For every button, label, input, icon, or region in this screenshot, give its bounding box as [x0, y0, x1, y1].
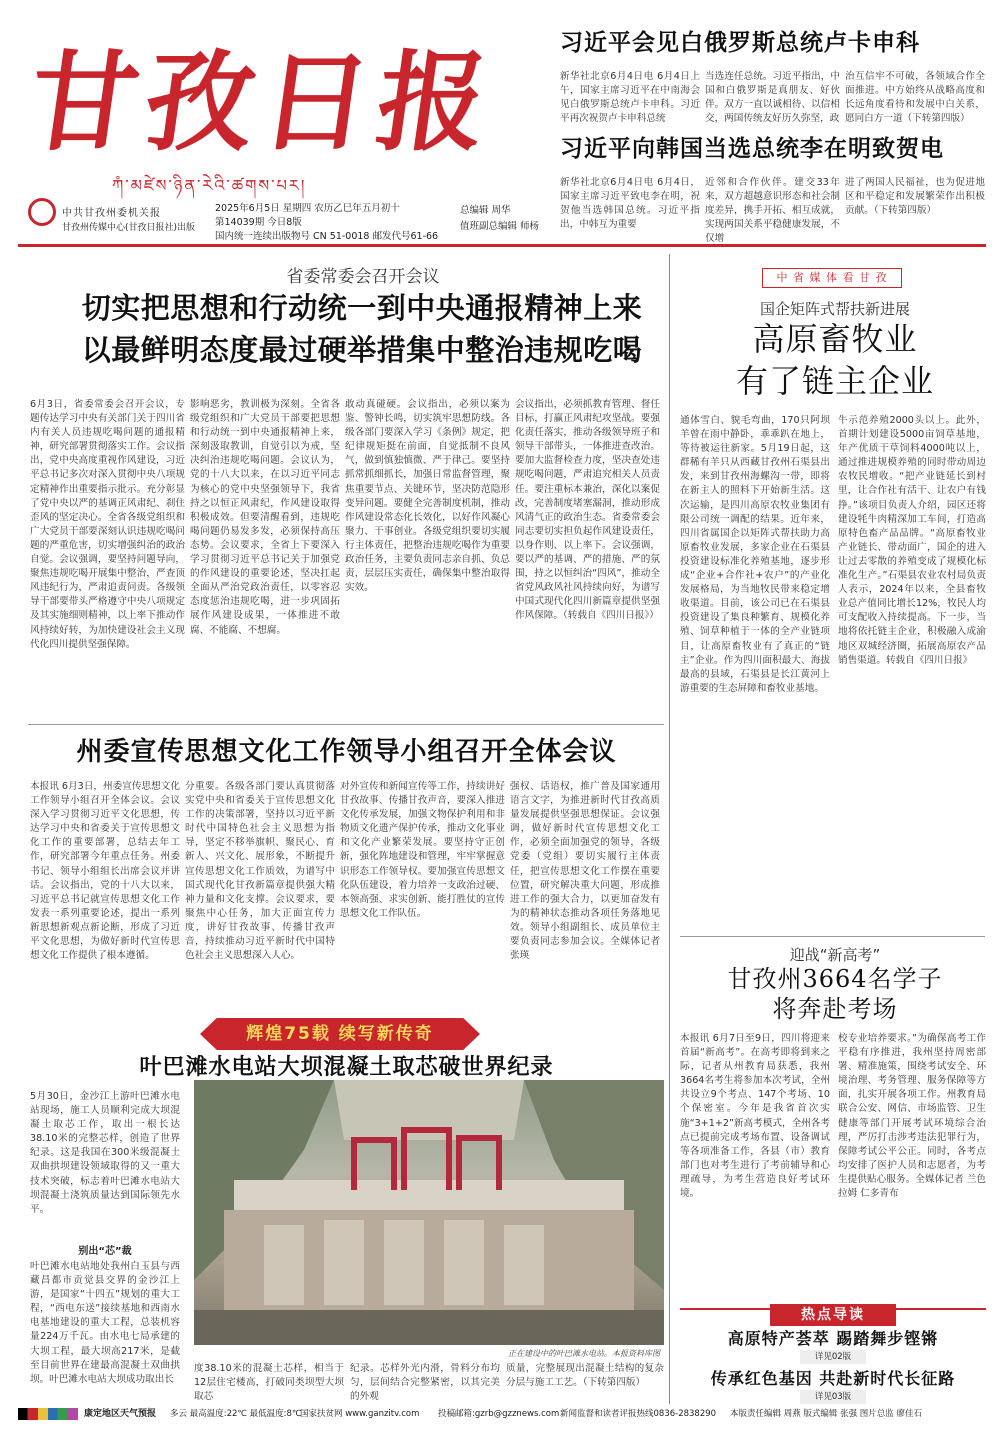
hot-guide-label: 热点导读: [770, 1304, 896, 1326]
hot-guide-page-2[interactable]: 详见03版: [800, 1390, 866, 1404]
footer-colorbar: [18, 1408, 78, 1420]
duty-editor: 值班副总编辑 师杨: [460, 221, 540, 232]
exam-col-2: 校专业培养要求。”为确保高考工作平稳有序推进，我州坚持周密部署、精准施策，围绕考试安全、环境治理、考务管理、服务保障等方面，扎实开展各项工作。州教育局联合公安、网信、市场监管、卫生健康等部门开展考试环境综合治理，严厉打击涉考违法犯罪行为，保障考试公平公正。同时，各考点均安排了医护人员和志愿者，为考生提供贴心服务。全媒体记者 兰色拉姆 仁多青布: [838, 1033, 986, 1200]
column-divider: [669, 254, 670, 1404]
top-news-1-col-1: 新华社北京6月4日电 6月4日上午，国家主席习近平在中南海会见白俄罗斯总统卢卡申科。习近平再次祝贺卢卡申科总统: [560, 71, 700, 125]
publicity-col-4: 强权、话语权，推广普及国家通用语言文字，为推进新时代甘孜高质量发展提供坚强思想保证。会议强调，做好新时代宣传思想文化工作，必须全面加强党的领导，各级党委（党组）要切实履行主体责任，把宣传思想文化工作摆在重要位置，研究解决重大问题，形成推进工作的强大合力，以更加奋发有为的精神状态推动各项任务落地见效。领导小组副组长、成员单位主要负责同志参加会议。全媒体记者 张瑛: [510, 781, 660, 962]
exam-col-1: 本报讯 6月7日至9日，四川将迎来首届“新高考”。在高考即将到来之际，记者从州教育局获悉，我州3664名考生将参加本次考试，全州共设立9个考点、147个考场、10个保密室。今年是我省首次实施“3+1+2”新高考模式，全州各考点已提前完成考场布置、设备调试等各项准备工作，各县（市）教育部门也对考生进行了考前辅导和心理疏导，为考生营造良好考试环境。: [680, 1033, 830, 1200]
feature-intro: 5月30日，金沙江上游叶巴滩水电站现场，施工人员顺利完成大坝混凝土取芯工作，取出一根长达38.10米的完整芯样，创造了世界纪录。这是我国在300米级混凝土双曲拱坝建设领域取得的又一重大技术突破，标志着叶巴滩水电站大坝混凝土浇筑质量达到国际领先水平。: [30, 1091, 180, 1215]
publicity-col-1: 本报讯 6月3日，州委宣传思想文化工作领导小组召开全体会议。会议深入学习贯彻习近平文化思想，传达学习中央和省委关于宣传思想文化工作的重要部署，总结去年工作，研究部署今年重点任务。州委书记、领导小组组长出席会议并讲话。会议指出，党的十八大以来，习近平总书记就宣传思想文化工作发表一系列重要论述，提出一系列新思想新观点新论断，形成了习近平文化思想，为做好新时代宣传思想文化工作提供了根本遵循。: [30, 781, 180, 962]
photo-caption: 正在建设中的叶巴滩水电站。本报资料库图: [508, 1349, 660, 1358]
lead-kicker: 省委常委会召开会议: [286, 267, 440, 287]
masthead-divider: [18, 244, 986, 247]
lead-col-2: 影响恶劣，教训极为深刻。全省各级党组织和广大党员干部要把思想和行动统一到中央通报精神上来，深刻汲取教训，自觉引以为戒，坚决纠治违规吃喝问题。会议认为，党的十八大以来，在以习近平同志为核心的党中央坚强领导下，我省持之以恒正风肃纪，作风建设取得积极成效。但要清醒看到，违规吃喝问题仍易发多发，必须保持高压态势。会议要求，全省上下要深入学习贯彻习近平总书记关于加强党的作风建设的重要论述，坚决扛起全面从严治党政治责任，以零容忍态度惩治违规吃喝，进一步巩固拓展作风建设成果，一体推进不敢腐、不能腐、不想腐。: [190, 399, 340, 636]
lead-col-4: 会议指出，必须抓教育管理、督任目标，打赢正风肃纪攻坚战。要强化责任落实，推动各级领导班子和领导干部带头，一体推进查改治。要加大监督检查力度，坚决查处违规吃喝问题，严肃追究相关人员责任。要注重标本兼治，深化以案促改，完善制度堵塞漏洞，推动形成风清气正的政治生态。省委常委会同志要切实担负起作风建设责任，以身作则、以上率下。会议强调，要以严的基调、严的措施、严的氛围，持之以恒纠治“四风”，推动全省党风政风社风持续向好，为谱写中国式现代化四川新篇章提供坚强作风保障。（转载自《四川日报》）: [515, 399, 660, 622]
date-line: 2025年6月5日 星期四 农历乙巳年五月初十: [215, 203, 400, 214]
lead-headline-2: 以最鲜明态度最过硬举措集中整治违规吃喝: [81, 333, 643, 367]
top-news-headline-1: 习近平会见白俄罗斯总统卢卡申科: [560, 30, 920, 56]
hot-guide-page-1[interactable]: 详见02版: [800, 1350, 866, 1364]
feature-bottom-col-1: 度38.10米的混凝土芯样，相当于12层住宅楼高，打破同类坝型大坝取芯: [194, 1363, 344, 1403]
dam-photo: [194, 1080, 664, 1345]
top-news-2-col-1: 新华社北京6月4日电 6月4日，国家主席习近平致电李在明，祝贺他当选韩国总统。习近平指出，中韩互为重要: [560, 177, 700, 231]
right-headline-1: 高原畜牧业: [752, 320, 918, 358]
right-col-2: 牛示范养殖2000头以上。此外，首期计划建设5000亩饲草基地，年产优质干草饲料4000吨以上，通过推进规模养殖的同时带动周边农牧民增收。“把产业链延长到村里，让合作社有活干、让农户有钱挣。”该项目负责人介绍，园区还将建设牦牛肉精深加工车间，打造高原特色畜产品品牌。“高原畜牧业产业链长、带动面广，国企的进入让过去零散的养殖变成了规模化标准化生产。”石渠县农业农村局负责人表示，2024年以来，全县畜牧业总产值同比增长12%，牧民人均可支配收入持续提高。下一步，当地将依托链主企业，积极融入成渝地区双城经济圈，拓展高原农产品销售渠道。转载自《四川日报》: [838, 415, 986, 666]
publicity-col-2: 分重要。各级各部门要认真贯彻落实党中央和省委关于宣传思想文化工作的决策部署，坚持以习近平新时代中国特色社会主义思想为指导，坚定不移举旗帜、聚民心、育新人、兴文化、展形象，不断提升宣传思想文化工作质效，为谱写中国式现代化甘孜新篇章提供强大精神力量和文化支撑。会议要求，要聚焦中心任务，加大正面宣传力度，讲好甘孜故事、传播甘孜声音，持续推动习近平新时代中国特色社会主义思想深入人心。: [185, 781, 335, 962]
feature-headline: 叶巴滩水电站大坝混凝土取芯破世界纪录: [139, 1055, 554, 1080]
footer-editors: 本版责任编辑 周燕 版式编辑 张强 图片总监 廖佳石: [730, 1409, 923, 1419]
footer-email[interactable]: 投稿邮箱:gzrb@gzznews.com: [438, 1409, 560, 1419]
feature-body: 叶巴滩水电站地处我州白玉县与西藏昌都市贡觉县交界的金沙江上游，是国家“十四五”规划的重大工程，“西电东送”接续基地和西南水电基地建设的重大工程，总装机容量224万千瓦。由水电七局承建的大坝工程，最大坝高217米，是截至目前世界在建最高混凝土双曲拱坝。叶巴滩水电站大坝成功取出长: [30, 1261, 180, 1385]
dam-photo-illustration: [194, 1080, 664, 1345]
feature-subhead: 别出“芯”裁: [78, 1246, 132, 1257]
publisher-line-1: 中共甘孜州委机关报: [62, 208, 161, 219]
section-rule: [28, 724, 664, 725]
top-news-2-col-3: 进了两国人民福祉，也为促进地区和平稳定和发展繁荣作出积极贡献。（下转第四版）: [845, 177, 985, 217]
top-news-1-col-2: 当选连任总统。习近平指出，中国和白俄罗斯是真朋友、好伙伴。双方一直以诚相待、以信相交，两国传统友好历久弥坚，政: [705, 71, 840, 125]
footer-website[interactable]: 国家扶贫网 www.ganzitv.com: [300, 1409, 420, 1419]
publicity-headline: 州委宣传思想文化工作领导小组召开全体会议: [76, 737, 617, 767]
footer-weather: 多云 最高温度:22℃ 最低温度:8℃: [170, 1409, 302, 1419]
feature-bottom-col-2: 纪录。芯样外光内滑，骨料分布均匀，层间结合完整紧密，以其完美的外观: [350, 1363, 500, 1403]
registration-line: 国内统一连续出版物号 CN 51-0018 邮发代号61-66: [215, 231, 439, 242]
publicity-col-3: 对外宣传和新闻宣传等工作，持续讲好甘孜故事、传播甘孜声音，要深入推进文化传承发展，加强文物保护利用和非物质文化遗产保护传承，推动文化事业和文化产业繁荣发展。要坚持守正创新，强化阵地建设和管理，牢牢掌握意识形态工作领导权。要加强宣传思想文化队伍建设，着力培养一支政治过硬、本领高强、求实创新、能打胜仗的宣传思想文化工作队伍。: [340, 781, 505, 919]
right-headline-2: 有了链主企业: [735, 362, 934, 400]
hot-guide-item-2[interactable]: 传承红色基因 共赴新时代长征路: [710, 1369, 956, 1388]
issue-line: 第14039期 今日8版: [215, 217, 302, 228]
section-tag: 中 省 媒 体 看 甘 孜: [762, 268, 902, 288]
lead-col-3: 敢动真碰硬。会议指出，必须以案为鉴、警钟长鸣，切实筑牢思想防线。各级各部门要深入学习《条例》规定，把纪律规矩挺在前面，自觉抵制不良风气，做到慎独慎微、严于律己。要坚持抓常抓细抓长，加强日常监督管理，聚焦重要节点、关键环节，坚决防范隐形变异问题。要健全完善制度机制，推动作风建设常态化长效化，以好作风凝心聚力、干事创业。各级党组织要切实履行主体责任，把整治违规吃喝作为重要政治任务，主要负责同志亲自抓、负总责，层层压实责任，确保集中整治取得实效。: [345, 399, 510, 594]
hot-guide-item-1[interactable]: 高原特产荟萃 踢踏舞步铿锵: [727, 1329, 939, 1348]
exam-headline-2: 将奔赴考场: [772, 995, 898, 1023]
lead-col-1: 6月3日，省委常委会召开会议，专题传达学习中央有关部门关于四川省内有关人员违规吃喝问题的通报精神，研究部署贯彻落实工作。会议指出，党中央高度重视作风建设，习近平总书记多次对深入贯彻中央八项规定精神作出重要指示批示。充分彰显了党中央以严的基调正风肃纪、刹住歪风的坚定决心。全省各级党组织和广大党员干部要深刻认识违规吃喝问题的严重危害，切实增强纠治的政治自觉。会议强调，要坚持问题导向，聚焦违规吃喝开展集中整治，严查顶风违纪行为，严肃追责问责。各级领导干部要带头严格遵守中央八项规定及其实施细则精神，以上率下推动作风持续好转，为加快建设社会主义现代化四川提供坚强保障。: [30, 399, 185, 650]
exam-rule: [680, 936, 985, 937]
newspaper-name: 甘孜日报: [21, 40, 503, 166]
footer-weather-label: 康定地区天气预报: [84, 1409, 157, 1419]
top-news-headline-2: 习近平向韩国当选总统李在明致贺电: [560, 136, 944, 162]
publisher-line-2: 甘孜州传媒中心(甘孜日报社)出版: [62, 223, 196, 233]
publisher-logo: [28, 198, 56, 226]
exam-headline-1: 甘孜州3664名学子: [727, 965, 943, 993]
footer-hotline: 新闻监督和读者评报热线0836-2838290: [560, 1409, 717, 1419]
chief-editor: 总编辑 周华: [460, 205, 511, 216]
right-col-1: 通体雪白、貌毛弯曲，170只阿坝羊曾在雨中静卧，乖乖趴在地上，等待被运往新家。5月19日起，这群稀有羊只从西藏甘孜州石渠县出发，来到甘孜州海螺沟一带，即将在新主人的照料下开始新生活。这次运输，是四川高原农牧业集团有限公司统一调配的结果。近年来，四川省属国企以矩阵式帮扶助力高原畜牧业发展，多家企业在石渠县投资建设标准化养殖基地，逐步形成“企业+合作社+农户”的产业化发展格局，为当地牧民带来稳定增收渠道。目前，该公司已在石渠县投资建设了集良种繁育、规模化养殖、饲草种植于一体的全产业链项目，让高原畜牧业有了真正的“链主”企业。作为四川面积最大、海拔最高的县域，石渠县是长江黄河上游重要的生态屏障和畜牧业基地。: [680, 415, 830, 694]
lead-headline-1: 切实把思想和行动统一到中央通报精神上来: [81, 291, 643, 325]
exam-kicker: 迎战“新高考”: [789, 946, 881, 964]
top-news-1-col-3: 治互信牢不可破，各领域合作全面推进。中方始终从战略高度和长远角度看待和发展中白关系，愿同白方一道（下转第四版）: [845, 71, 985, 125]
feature-bottom-col-3: 质量，完整展现出混凝土结构的复杂分层与施工工艺。（下转第四版）: [506, 1363, 664, 1389]
top-news-2-col-2: 近邻和合作伙伴。建交33年来，双方超越意识形态和社会制度差异，携手开拓、相互成就，实现两国关系平稳健康发展，不仅增: [705, 177, 840, 245]
feature-banner-text: 辉煌75载 续写新传奇: [246, 1024, 434, 1044]
tibetan-title: ཀཾ་མཛེས་ཉིན་རེའི་ཚགས་པར།: [112, 176, 307, 195]
masthead-title: [21, 38, 550, 168]
right-kicker: 国企矩阵式帮扶新进展: [759, 300, 910, 318]
